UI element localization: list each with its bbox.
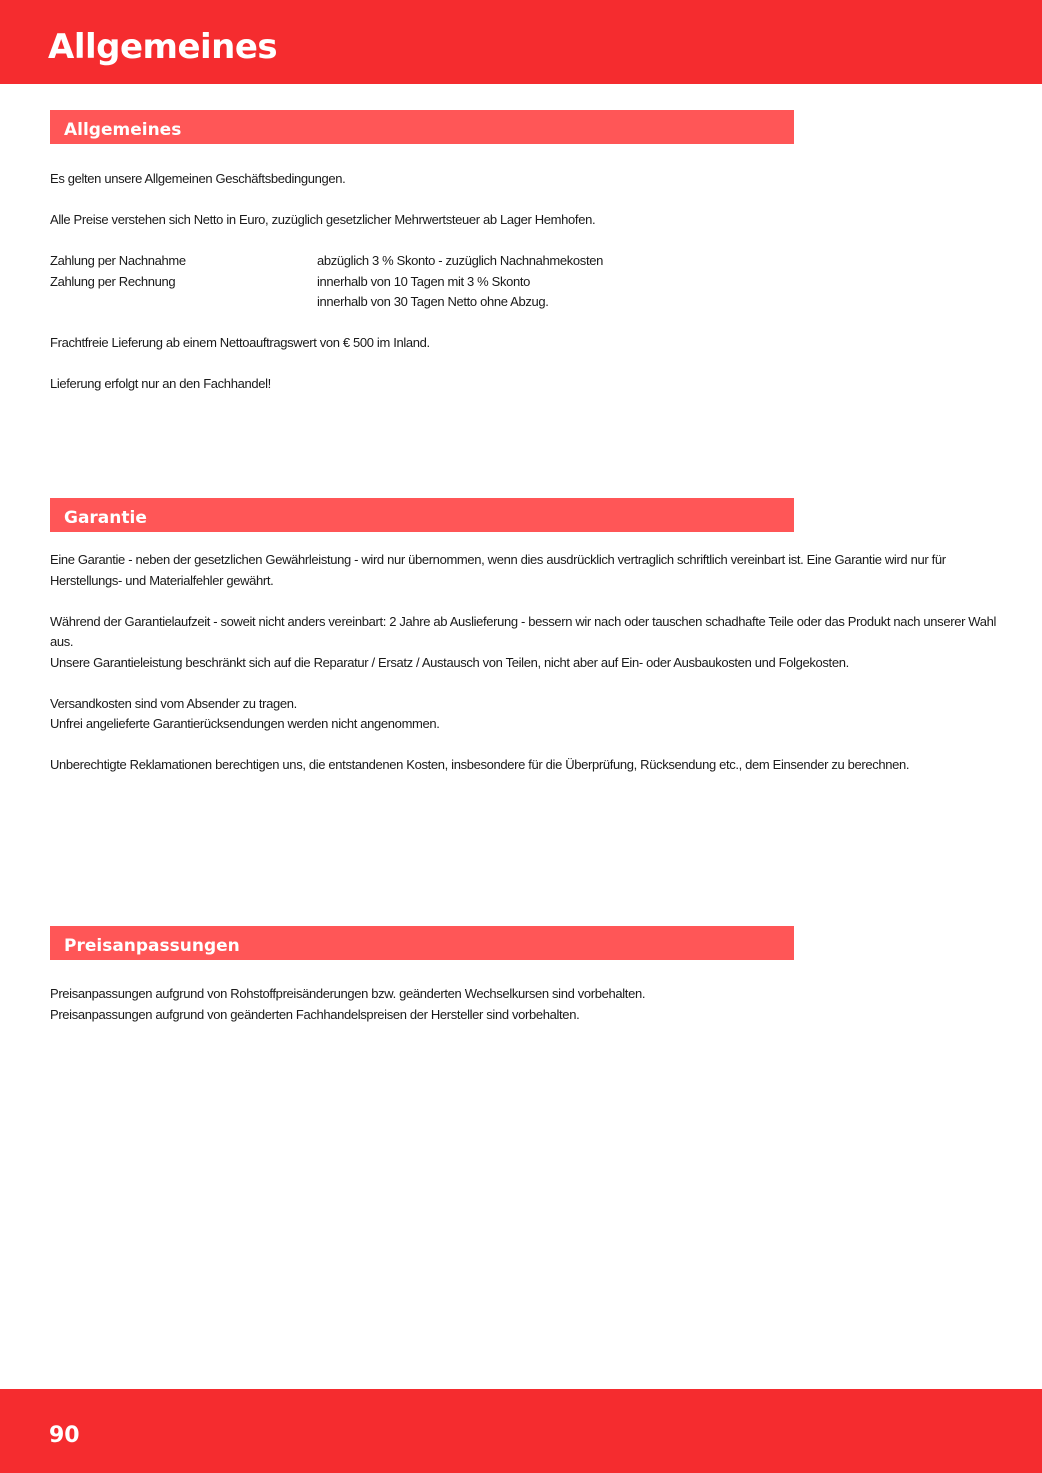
section-heading-bar: [50, 926, 794, 960]
paragraph-reklamationen: Unberechtigte Reklamationen berechtigen uns, die entstandenen Kosten, insbesondere für die Überprüfung, Rücksendung etc., dem Einsender zu berechnen.: [50, 757, 910, 772]
paragraph-garantieleistung: Unsere Garantieleistung beschränkt sich auf die Reparatur / Ersatz / Austausch von Teilen, nicht aber auf Ein- oder Ausbaukosten und Folgekosten.: [50, 654, 849, 670]
table-row: [50, 292, 603, 313]
page-number: 90: [49, 1423, 80, 1448]
paragraph-versandkosten: Versandkosten sind vom Absender zu tragen.: [50, 695, 297, 711]
page-title: Allgemeines: [48, 27, 278, 67]
payment-terms: abzüglich 3 % Skonto - zuzüglich Nachnahmekosten: [317, 253, 603, 268]
paragraph-rohstoffpreise: Preisanpassungen aufgrund von Rohstoffpreisänderungen bzw. geänderten Wechselkursen sind vorbehalten.: [50, 986, 646, 1001]
paragraph-garantielaufzeit: Während der Garantielaufzeit - soweit nicht anders vereinbart: 2 Jahre ab Auslieferung - bessern wir nach oder tauschen schadhafte Teile oder das Produkt nach unserer Wahl aus.: [50, 613, 997, 649]
section-garantie: [50, 498, 1000, 796]
section-title-preisanpassungen: Preisanpassungen: [64, 936, 240, 956]
table-row: [50, 272, 603, 293]
section-title-garantie: Garantie: [64, 508, 147, 528]
payment-terms-table: [50, 251, 603, 313]
paragraph-frachtfrei: Frachtfreie Lieferung ab einem Nettoauftragswert von € 500 im Inland.: [50, 335, 430, 350]
paragraph-unfrei: Unfrei angelieferte Garantierücksendungen werden nicht angenommen.: [50, 716, 440, 731]
payment-method: Zahlung per Rechnung: [50, 273, 176, 289]
paragraph-fachhandelspreise: Preisanpassungen aufgrund von geänderten Fachhandelspreisen der Hersteller sind vorbehalten.: [50, 1006, 580, 1022]
table-row: [50, 251, 603, 272]
payment-terms: innerhalb von 30 Tagen Netto ohne Abzug.: [317, 294, 549, 309]
section-heading-bar: [50, 110, 794, 144]
section-preisanpassungen: [50, 926, 1000, 1025]
paragraph-fachhandel: Lieferung erfolgt nur an den Fachhandel!: [50, 376, 271, 391]
section-allgemeines: [50, 110, 1000, 415]
section-heading-bar: [50, 498, 794, 532]
paragraph-garantie-umfang: Eine Garantie - neben der gesetzlichen Gewährleistung - wird nur übernommen, wenn dies ausdrücklich vertraglich schriftlich vereinbart ist. Eine Garantie wird nur für Herstellungs- und Materialfehler gewährt.: [50, 552, 946, 588]
paragraph-agb: Es gelten unsere Allgemeinen Geschäftsbedingungen.: [50, 171, 346, 186]
payment-method: [50, 292, 317, 313]
payment-method: Zahlung per Nachnahme: [50, 253, 186, 268]
header-bar: [0, 0, 1042, 84]
payment-terms: innerhalb von 10 Tagen mit 3 % Skonto: [317, 273, 531, 289]
footer-bar: [0, 1389, 1042, 1473]
section-title-allgemeines: Allgemeines: [64, 120, 182, 140]
paragraph-preise: Alle Preise verstehen sich Netto in Euro, zuzüglich gesetzlicher Mehrwertsteuer ab Lager Hemhofen.: [50, 212, 596, 227]
